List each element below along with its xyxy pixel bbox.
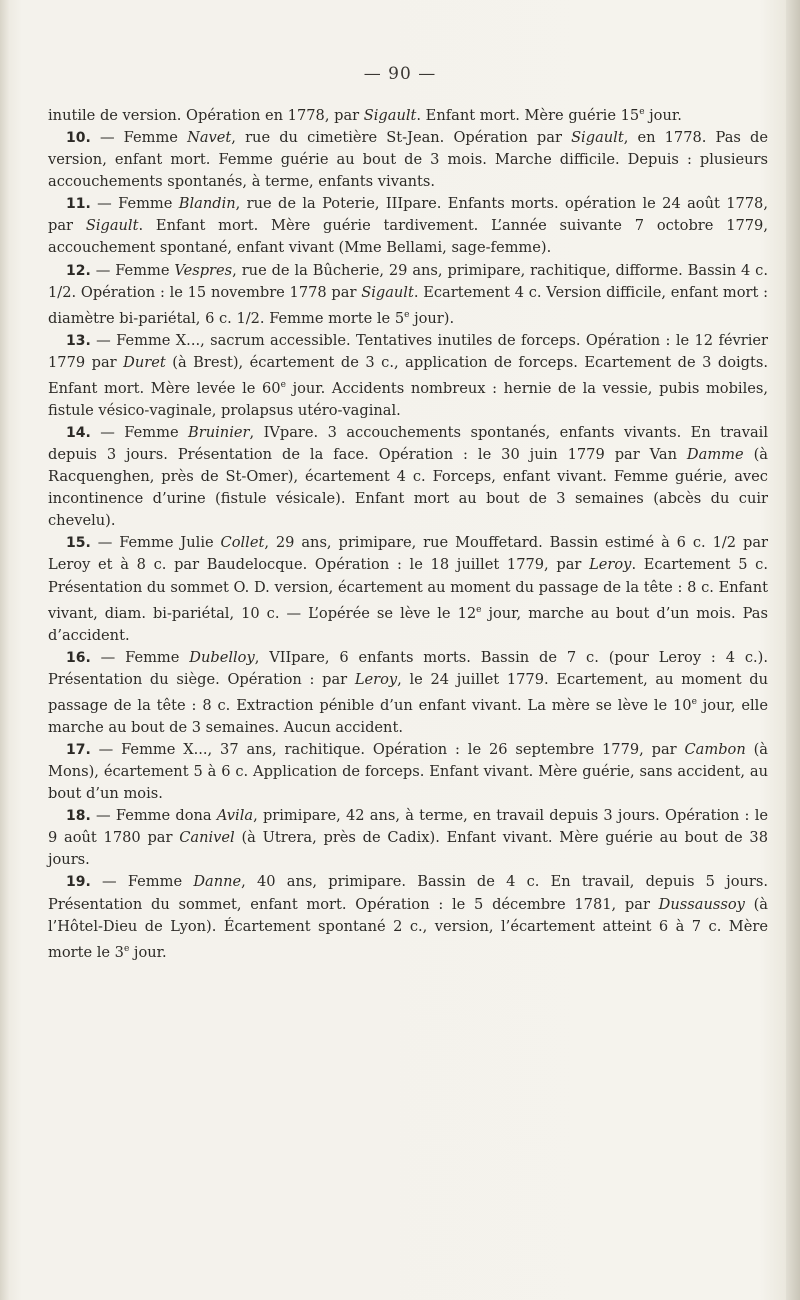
case-number: 17. xyxy=(66,741,91,758)
case-number: 13. xyxy=(66,332,91,349)
text-run: — Femme xyxy=(90,261,175,279)
text-run: — Femme xyxy=(90,873,194,891)
case-number: 19. xyxy=(66,874,91,891)
case-entry xyxy=(48,127,768,193)
case-number: 15. xyxy=(66,535,91,552)
case-entry xyxy=(48,739,768,805)
text-run: . Enfant mort. Mère guérie tardivement. L’année suivante 7 octobre 1779, accouchement spontané, enfant vivant (Mme Bellami, sage-femme). xyxy=(48,217,768,257)
text-run: . Ecartement 5 c. Présentation du sommet O. D. version, écartement au moment du passage de la tête : 8 c. Enfant vivant, diam. bi-pariétal, 10 c. — L’opérée se lève le 12 xyxy=(48,556,768,622)
case-entry xyxy=(48,260,768,330)
case-number: 16. xyxy=(66,649,91,666)
case-number: 12. xyxy=(66,262,91,279)
text-run: — Femme X..., 37 ans, rachitique. Opération : le 26 septembre 1779, par xyxy=(90,740,685,758)
text-run: jour. xyxy=(129,943,167,961)
person-name: Canivel xyxy=(179,829,235,847)
text-run: jour. xyxy=(644,106,682,124)
case-number: 10. xyxy=(66,129,91,146)
person-name: Sigault xyxy=(571,128,624,146)
page-right-edge xyxy=(786,0,800,1300)
person-name: Leroy xyxy=(589,556,632,574)
text-run: (à l’Hôtel-Dieu de Lyon). Écartement spontané 2 c., version, l’écartement atteint 6 à 7 c. Mère morte le 3 xyxy=(48,895,768,961)
person-name: Sigault xyxy=(85,217,139,235)
text-run: , primipare, 42 ans, à terme, en travail depuis 3 jours. Opération : le 9 août 1780 par xyxy=(48,807,768,847)
text-run: inutile de version. Opération en 1778, par xyxy=(48,106,364,124)
text-run: (à Racquenghen, près de St-Omer), écartement 4 c. Forceps, enfant vivant. Femme guérie, avec incontinence d’urine (fistule vésicale). Enfant mort au bout de 3 semaines (abcès du cuir chevelu). xyxy=(48,445,768,530)
person-name: Duret xyxy=(123,353,166,371)
case-number: 11. xyxy=(66,196,91,213)
case-entry xyxy=(48,871,768,963)
person-name: Dussaussoy xyxy=(658,895,745,913)
person-name: Sigault xyxy=(361,283,414,301)
person-name: Collet xyxy=(220,534,265,552)
text-run: , rue de la Poterie, IIIpare. Enfants morts. opération le 24 août 1778, par xyxy=(48,195,768,235)
person-name: Vespres xyxy=(174,261,233,279)
text-run: , 29 ans, primipare, rue Mouffetard. Bassin estimé à 6 c. 1/2 par Leroy et à 8 c. par Baudelocque. Opération : le 18 juillet 1779, par xyxy=(48,534,768,574)
text-run: , rue du cimetière St-Jean. Opération par xyxy=(231,128,572,146)
person-name: Dubelloy xyxy=(189,648,255,666)
text-run: , 40 ans, primipare. Bassin de 4 c. En travail, depuis 5 jours. Présentation du sommet, enfant mort. Opération : le 5 décembre 1781, par xyxy=(48,873,768,913)
case-number: 14. xyxy=(66,424,91,441)
text-run: — Femme xyxy=(90,128,188,146)
text-run: — Femme xyxy=(90,423,189,441)
ordinal-suffix: e xyxy=(280,379,286,390)
body-text xyxy=(48,101,768,964)
text-run: — Femme xyxy=(90,648,190,666)
text-run: , en 1778. Pas de version, enfant mort. Femme guérie au bout de 3 mois. Marche difficile. Depuis : plusieurs accouchements spontanés, à terme, enfants vivants. xyxy=(48,128,768,191)
ordinal-suffix: e xyxy=(476,604,482,615)
case-entry xyxy=(48,647,768,739)
person-name: Navet xyxy=(187,128,232,146)
case-number: 18. xyxy=(66,808,91,825)
text-run: , IVpare. 3 accouchements spontanés, enfants vivants. En travail depuis 3 jours. Présentation de la face. Opération : le 30 juin 1779 par Van xyxy=(48,423,769,463)
person-name: Bruinier xyxy=(188,423,250,441)
text-run: — Femme X..., sacrum accessible. Tentatives inutiles de forceps. Opération : le 12 février 1779 par xyxy=(48,331,768,371)
text-run: jour. Accidents nombreux : hernie de la vessie, pubis mobiles, fistule vésico-vaginale, prolapsus utéro-vaginal. xyxy=(48,379,769,419)
case-entry xyxy=(48,422,768,532)
text-run: (à Brest), écartement de 3 c., application de forceps. Ecartement de 3 doigts. Enfant mort. Mère levée le 60 xyxy=(48,353,768,397)
text-run: jour, marche au bout d’un mois. Pas d’accident. xyxy=(48,604,768,644)
page-number: — 90 — xyxy=(363,64,437,84)
ordinal-suffix: e xyxy=(404,309,410,320)
person-name: Danne xyxy=(193,873,242,891)
person-name: Blandin xyxy=(178,195,236,213)
paragraph-continuation xyxy=(48,101,768,127)
text-run: , VIIpare, 6 enfants morts. Bassin de 7 c. (pour Leroy : 4 c.). Présentation du siège. Opération : par xyxy=(48,648,768,688)
text-run: — Femme Julie xyxy=(90,534,221,552)
text-run: . Enfant mort. Mère guérie 15 xyxy=(416,106,640,124)
person-name: Leroy xyxy=(354,670,398,688)
text-run: jour, elle marche au bout de 3 semaines. Aucun accident. xyxy=(48,696,768,736)
person-name: Avila xyxy=(216,807,254,825)
case-entry xyxy=(48,330,768,422)
ordinal-suffix: e xyxy=(123,943,130,954)
text-run: (à Mons), écartement 5 à 6 c. Application de forceps. Enfant vivant. Mère guérie, sans accident, au bout d’un mois. xyxy=(48,740,768,803)
text-run: (à Utrera, près de Cadix). Enfant vivant. Mère guérie au bout de 38 jours. xyxy=(48,829,768,869)
text-run: — Femme xyxy=(90,195,179,213)
text-run: . Ecartement 4 c. Version difficile, enfant mort : diamètre bi-pariétal, 6 c. 1/2. Femme morte le 5 xyxy=(48,283,769,327)
ordinal-suffix: e xyxy=(639,107,645,117)
text-run: — Femme dona xyxy=(90,807,217,825)
page-left-shadow xyxy=(0,0,10,1300)
text-run: , le 24 juillet 1779. Ecartement, au moment du passage de la tête : 8 c. Extraction pénible d’un enfant vivant. La mère se lève le 10 xyxy=(48,670,768,714)
person-name: Damme xyxy=(686,445,744,463)
person-name: Sigault xyxy=(363,106,417,124)
ordinal-suffix: e xyxy=(691,696,697,707)
person-name: Cambon xyxy=(684,740,746,758)
case-entry xyxy=(48,193,768,259)
case-entry xyxy=(48,532,768,646)
case-entry xyxy=(48,805,768,871)
text-run: , rue de la Bûcherie, 29 ans, primipare, rachitique, difforme. Bassin 4 c. 1/2. Opération : le 15 novembre 1778 par xyxy=(48,261,768,301)
text-run: jour). xyxy=(409,309,455,327)
